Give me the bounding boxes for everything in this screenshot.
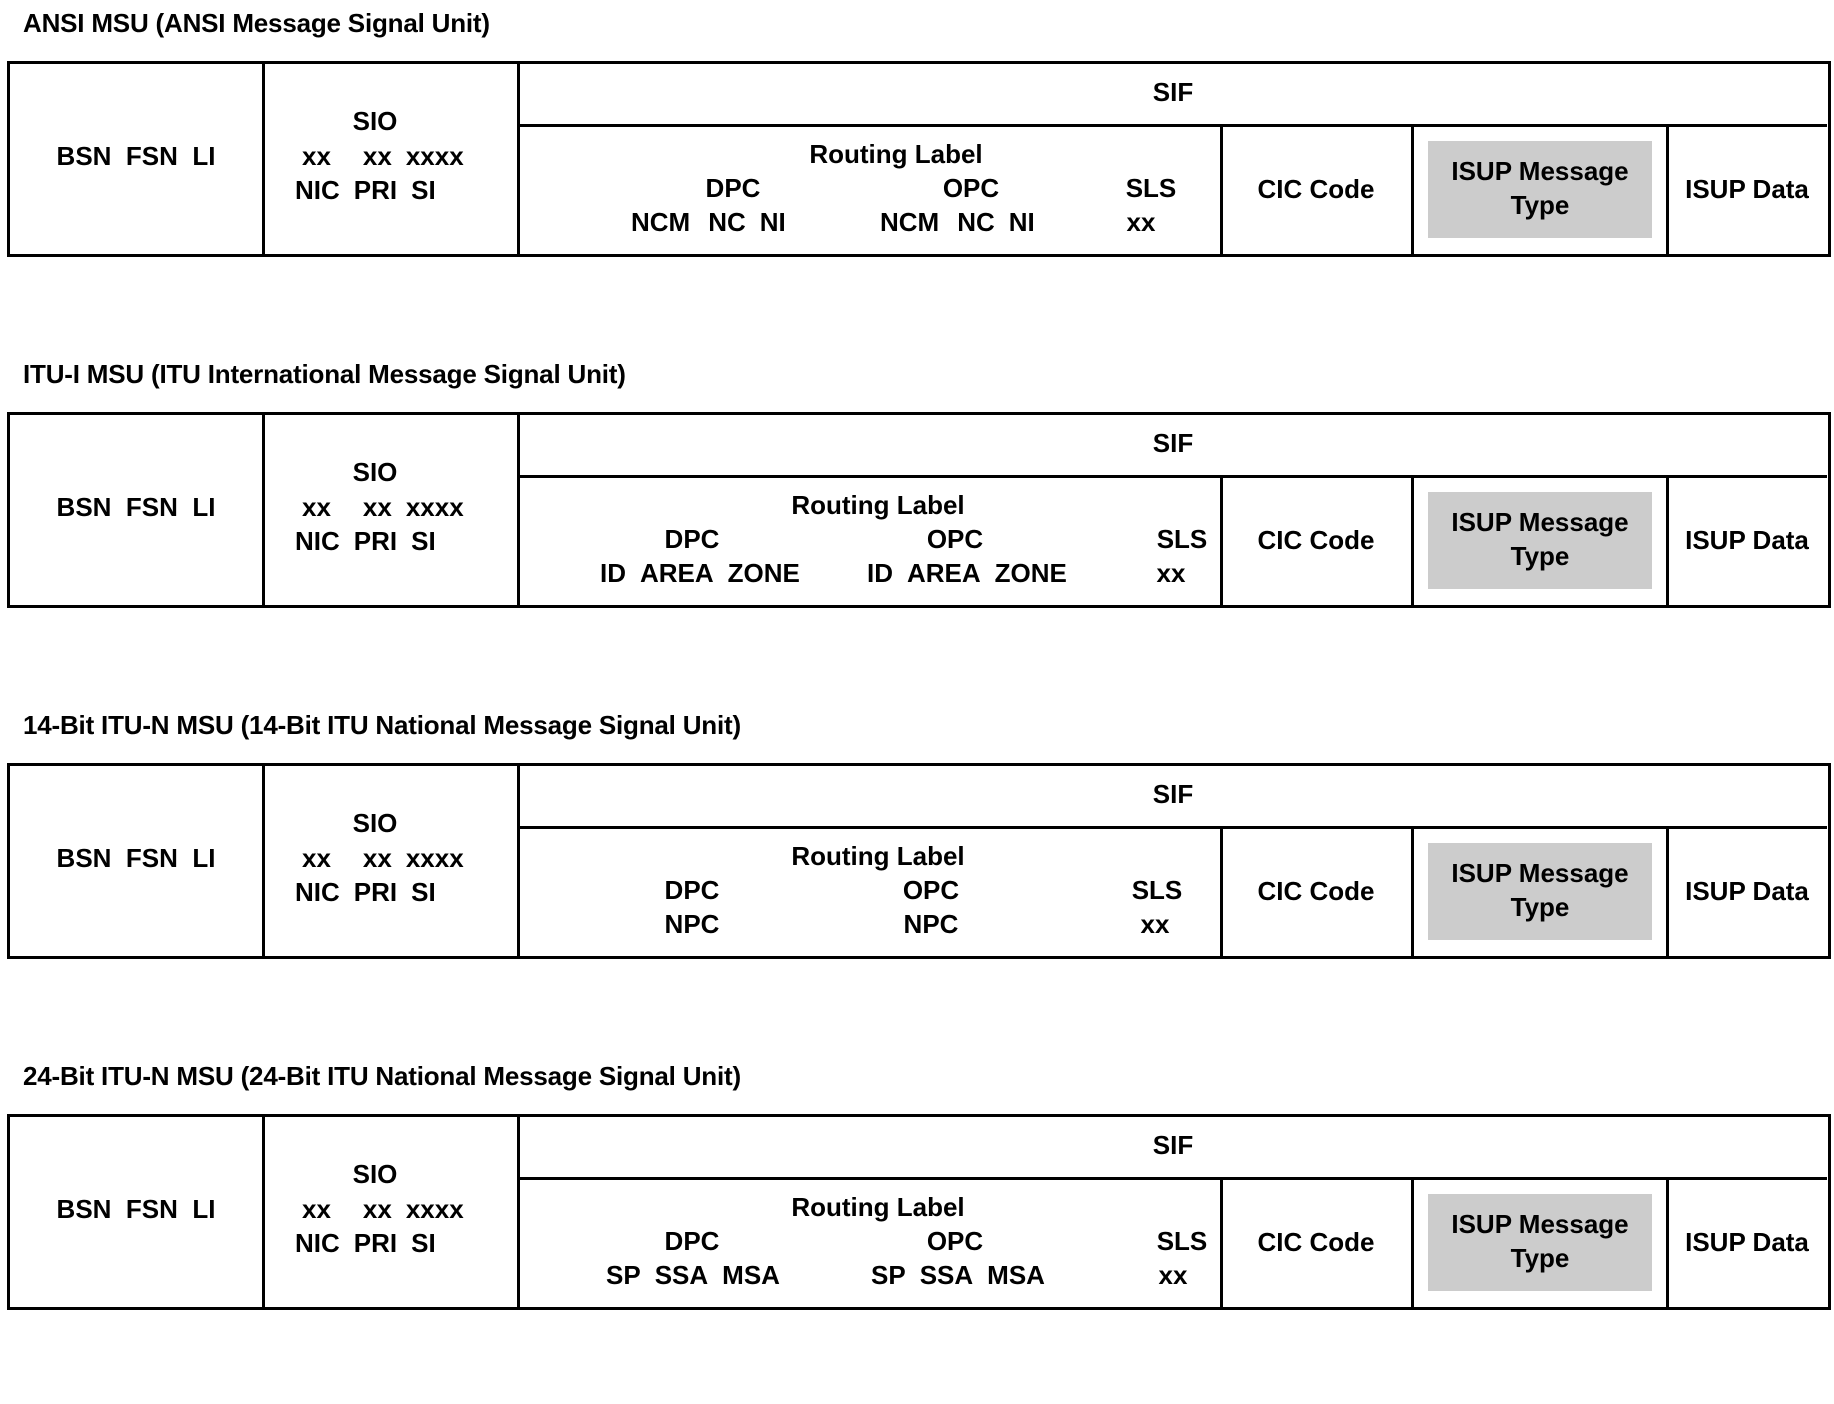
divider: [1220, 1177, 1223, 1307]
dpc-fields: [631, 207, 786, 237]
cic-code-label: CIC Code: [1257, 525, 1375, 555]
sif-label: SIF: [1152, 77, 1194, 107]
opc-field: NI: [1008, 207, 1035, 237]
sio-fields: [295, 175, 436, 205]
sif-label: SIF: [1152, 779, 1194, 809]
opc-label: OPC: [926, 1226, 984, 1256]
sif-divider: [517, 826, 1827, 829]
sif-label: SIF: [1152, 1130, 1194, 1160]
dpc-field: AREA: [640, 558, 714, 588]
dpc-label: DPC: [664, 1226, 720, 1256]
sio-bits-si: xxxx: [405, 843, 464, 873]
sio-label: SIO: [352, 1159, 398, 1189]
sio-label: SIO: [352, 808, 398, 838]
dpc-fields: [600, 558, 800, 588]
routing-label-title: Routing Label: [791, 490, 965, 520]
opc-fields: [871, 1260, 1045, 1290]
sio-bits-si: xxxx: [405, 1194, 464, 1224]
routing-label-title: Routing Label: [809, 139, 983, 169]
sio-fields: [295, 526, 436, 556]
sls-label: SLS: [1131, 875, 1183, 905]
dpc-field: ZONE: [727, 558, 800, 588]
sif-divider: [517, 475, 1827, 478]
dpc-field: SSA: [654, 1260, 709, 1290]
sio-field: SI: [411, 877, 436, 907]
divider: [1220, 826, 1223, 956]
sio-bits-nic: xx: [302, 843, 331, 873]
opc-field: NPC: [903, 909, 959, 939]
isup-type-line1: ISUP Message: [1451, 1209, 1629, 1239]
divider: [262, 1115, 265, 1307]
opc-field: AREA: [907, 558, 981, 588]
divider: [1666, 475, 1669, 605]
sio-field: PRI: [353, 175, 398, 205]
dpc-label: DPC: [664, 524, 720, 554]
divider: [262, 62, 265, 254]
sif-divider: [517, 1177, 1827, 1180]
divider: [1666, 124, 1669, 254]
sls-value: xx: [1140, 909, 1170, 939]
isup-type-line2: Type: [1510, 1243, 1570, 1273]
sls-value: xx: [1158, 1260, 1188, 1290]
divider: [1666, 826, 1669, 956]
bsn-fsn-li-label: BSN FSN LI: [56, 141, 216, 171]
divider: [262, 413, 265, 605]
opc-fields: [880, 207, 1035, 237]
dpc-fields: [606, 1260, 780, 1290]
sio-field: NIC: [295, 526, 340, 556]
sif-label: SIF: [1152, 428, 1194, 458]
divider: [517, 413, 520, 605]
cic-code-label: CIC Code: [1257, 1227, 1375, 1257]
sio-field: SI: [411, 175, 436, 205]
sio-bits: [302, 141, 464, 171]
sls-label: SLS: [1125, 173, 1177, 203]
block-title: 24-Bit ITU-N MSU (24-Bit ITU National Message Signal Unit): [23, 1061, 741, 1091]
divider: [1220, 475, 1223, 605]
dpc-label: DPC: [705, 173, 761, 203]
isup-type-line2: Type: [1510, 541, 1570, 571]
opc-label: OPC: [902, 875, 960, 905]
opc-field: ID: [867, 558, 893, 588]
opc-field: ZONE: [994, 558, 1067, 588]
sif-divider: [517, 124, 1827, 127]
sio-bits-nic: xx: [302, 492, 331, 522]
sls-label: SLS: [1156, 524, 1208, 554]
dpc-field: NC: [708, 207, 746, 237]
sio-bits-si: xxxx: [405, 141, 464, 171]
block-title: ITU-I MSU (ITU International Message Signal Unit): [23, 359, 626, 389]
isup-data-label: ISUP Data: [1685, 876, 1809, 906]
divider: [517, 1115, 520, 1307]
sio-bits-pri: xx: [362, 1194, 392, 1224]
sio-field: NIC: [295, 877, 340, 907]
msu-block-itu-i: [0, 351, 1834, 702]
opc-label: OPC: [942, 173, 1000, 203]
sio-label: SIO: [352, 106, 398, 136]
sio-bits-pri: xx: [362, 492, 392, 522]
sio-bits: [302, 492, 464, 522]
sio-bits-pri: xx: [362, 141, 392, 171]
divider: [262, 764, 265, 956]
isup-type-line2: Type: [1510, 892, 1570, 922]
bsn-fsn-li-label: BSN FSN LI: [56, 1194, 216, 1224]
sio-field: SI: [411, 526, 436, 556]
isup-data-label: ISUP Data: [1685, 1227, 1809, 1257]
routing-label-title: Routing Label: [791, 1192, 965, 1222]
sls-label: SLS: [1156, 1226, 1208, 1256]
isup-type-line2: Type: [1510, 190, 1570, 220]
divider: [1666, 1177, 1669, 1307]
isup-data-label: ISUP Data: [1685, 174, 1809, 204]
dpc-field: NI: [759, 207, 786, 237]
sio-bits-nic: xx: [302, 1194, 331, 1224]
sio-bits: [302, 843, 464, 873]
isup-type-line1: ISUP Message: [1451, 507, 1629, 537]
divider: [1411, 124, 1414, 254]
sio-bits-pri: xx: [362, 843, 392, 873]
opc-field: NC: [957, 207, 995, 237]
msu-block-24bit-itu-n: [0, 1053, 1834, 1404]
sio-field: PRI: [353, 526, 398, 556]
isup-data-label: ISUP Data: [1685, 525, 1809, 555]
opc-field: NCM: [880, 207, 940, 237]
dpc-field: NCM: [631, 207, 691, 237]
block-title: 14-Bit ITU-N MSU (14-Bit ITU National Message Signal Unit): [23, 710, 741, 740]
msu-block-14bit-itu-n: [0, 702, 1834, 1053]
routing-label-title: Routing Label: [791, 841, 965, 871]
divider: [517, 62, 520, 254]
sio-fields: [295, 877, 436, 907]
sio-field: PRI: [353, 1228, 398, 1258]
msu-block-ansi: [0, 0, 1834, 351]
divider: [517, 764, 520, 956]
sio-field: NIC: [295, 1228, 340, 1258]
dpc-field: MSA: [722, 1260, 780, 1290]
dpc-field: ID: [600, 558, 626, 588]
divider: [1220, 124, 1223, 254]
isup-type-line1: ISUP Message: [1451, 156, 1629, 186]
sio-field: PRI: [353, 877, 398, 907]
cic-code-label: CIC Code: [1257, 876, 1375, 906]
opc-field: SP: [871, 1260, 906, 1290]
cic-code-label: CIC Code: [1257, 174, 1375, 204]
opc-fields: [867, 558, 1067, 588]
divider: [1411, 475, 1414, 605]
sio-bits: [302, 1194, 464, 1224]
sio-field: NIC: [295, 175, 340, 205]
sio-bits-nic: xx: [302, 141, 331, 171]
sio-label: SIO: [352, 457, 398, 487]
isup-type-line1: ISUP Message: [1451, 858, 1629, 888]
opc-field: SSA: [919, 1260, 974, 1290]
sio-bits-si: xxxx: [405, 492, 464, 522]
opc-field: MSA: [987, 1260, 1045, 1290]
sls-value: xx: [1156, 558, 1186, 588]
divider: [1411, 826, 1414, 956]
dpc-label: DPC: [664, 875, 720, 905]
dpc-field: SP: [606, 1260, 641, 1290]
bsn-fsn-li-label: BSN FSN LI: [56, 492, 216, 522]
dpc-field: NPC: [664, 909, 720, 939]
sio-field: SI: [411, 1228, 436, 1258]
opc-label: OPC: [926, 524, 984, 554]
sio-fields: [295, 1228, 436, 1258]
block-title: ANSI MSU (ANSI Message Signal Unit): [23, 8, 490, 38]
bsn-fsn-li-label: BSN FSN LI: [56, 843, 216, 873]
sls-value: xx: [1126, 207, 1156, 237]
divider: [1411, 1177, 1414, 1307]
